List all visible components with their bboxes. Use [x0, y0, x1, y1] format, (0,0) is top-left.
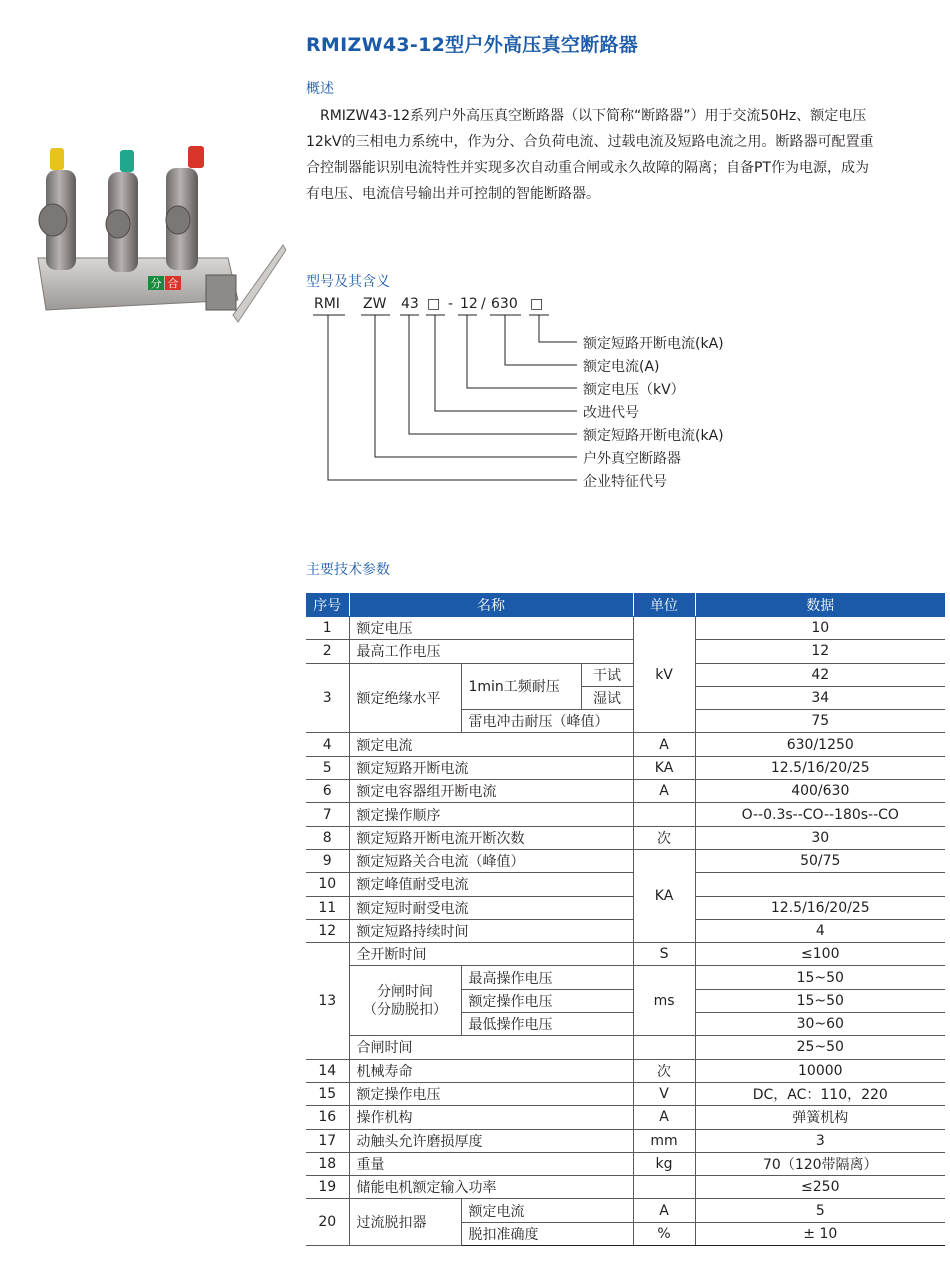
row-subname: 1min工频耐压 — [461, 663, 581, 710]
row-no: 5 — [306, 756, 349, 779]
row-name: 额定操作电压 — [349, 1082, 633, 1105]
row-no: 2 — [306, 640, 349, 663]
row-value: ≤100 — [695, 943, 945, 966]
row-unit: KA — [633, 849, 695, 942]
row-value: 15~50 — [695, 989, 945, 1012]
overview-line: 12kV的三相电力系统中，作为分、合负荷电流、过载电流及短路电流之用。断路器可配置重 — [306, 134, 874, 150]
code-part: □ — [530, 296, 544, 312]
model-code-diagram — [0, 0, 950, 500]
row-no: 16 — [306, 1106, 349, 1129]
params-table — [306, 593, 945, 1246]
header-value: 数据 — [695, 593, 945, 617]
code-part: - — [448, 296, 454, 312]
header-unit: 单位 — [633, 593, 695, 617]
row-name: 动触头允许磨损厚度 — [349, 1129, 633, 1152]
table-row — [306, 849, 945, 872]
row-subname: 雷电冲击耐压（峰值） — [461, 710, 633, 733]
row-no: 6 — [306, 780, 349, 803]
row-subname: 湿试 — [581, 686, 633, 709]
row-value: DC，AC：110，220 — [695, 1082, 945, 1105]
row-name: 额定绝缘水平 — [349, 663, 461, 733]
row-unit: V — [633, 1082, 695, 1105]
row-name: 全开断时间 — [349, 943, 633, 966]
row-name: 额定短路持续时间 — [349, 919, 633, 942]
row-unit: A — [633, 1199, 695, 1222]
row-name: 额定操作顺序 — [349, 803, 633, 826]
row-value: 50/75 — [695, 849, 945, 872]
row-value: 30~60 — [695, 1013, 945, 1036]
row-name: 合闸时间 — [349, 1036, 633, 1059]
row-unit: 次 — [633, 826, 695, 849]
split-time-note: （分励脱扣） — [363, 1001, 447, 1018]
row-subname: 脱扣准确度 — [461, 1222, 633, 1245]
table-header-row — [306, 593, 945, 617]
row-value: ± 10 — [695, 1222, 945, 1245]
table-row — [306, 617, 945, 640]
code-part: ZW — [363, 296, 387, 312]
row-no: 9 — [306, 849, 349, 872]
row-name: 额定峰值耐受电流 — [349, 873, 633, 896]
row-name: 额定电流 — [349, 733, 633, 756]
row-subname: 最高操作电压 — [461, 966, 633, 989]
row-name: 机械寿命 — [349, 1059, 633, 1082]
row-value: 3 — [695, 1129, 945, 1152]
row-value: 4 — [695, 919, 945, 942]
row-unit: KA — [633, 756, 695, 779]
row-name: 最高工作电压 — [349, 640, 633, 663]
row-name: 额定电容器组开断电流 — [349, 780, 633, 803]
row-name: 额定电压 — [349, 617, 633, 640]
row-value: 10000 — [695, 1059, 945, 1082]
meaning-item: 额定短路开断电流(kA) — [583, 336, 724, 352]
row-value — [695, 873, 945, 896]
code-part: RMI — [314, 296, 340, 312]
row-name: 额定短时耐受电流 — [349, 896, 633, 919]
table-row — [306, 663, 945, 686]
table-row — [306, 873, 945, 896]
code-part: 43 — [401, 296, 419, 312]
model-heading: 型号及其含义 — [306, 274, 390, 290]
table-row — [306, 919, 945, 942]
split-time-label: 分闸时间 — [377, 983, 433, 1000]
row-name: 过流脱扣器 — [349, 1199, 461, 1246]
code-part: 630 — [491, 296, 518, 312]
row-no: 1 — [306, 617, 349, 640]
row-unit: A — [633, 780, 695, 803]
row-value: 15~50 — [695, 966, 945, 989]
row-value: 12 — [695, 640, 945, 663]
table-row — [306, 1082, 945, 1105]
table-row — [306, 1059, 945, 1082]
row-no: 7 — [306, 803, 349, 826]
page-title: RMIZW43-12型户外高压真空断路器 — [306, 34, 639, 56]
header-name: 名称 — [349, 593, 633, 617]
row-no: 11 — [306, 896, 349, 919]
table-row — [306, 1106, 945, 1129]
row-unit: kg — [633, 1152, 695, 1175]
table-row — [306, 803, 945, 826]
params-heading: 主要技术参数 — [306, 562, 390, 578]
row-value: 630/1250 — [695, 733, 945, 756]
row-value: 5 — [695, 1199, 945, 1222]
row-value: 10 — [695, 617, 945, 640]
row-value: 34 — [695, 686, 945, 709]
header-no: 序号 — [306, 593, 349, 617]
table-row — [306, 1199, 945, 1222]
close-label: 合 — [167, 277, 179, 290]
row-subname: 额定操作电压 — [461, 989, 633, 1012]
row-unit: A — [633, 733, 695, 756]
row-unit — [633, 1176, 695, 1199]
row-no: 17 — [306, 1129, 349, 1152]
row-name: 额定短路开断电流 — [349, 756, 633, 779]
row-unit: ms — [633, 966, 695, 1036]
row-value: 42 — [695, 663, 945, 686]
code-part: □ — [427, 296, 441, 312]
row-name — [349, 966, 461, 1036]
row-name: 额定短路关合电流（峰值） — [349, 849, 633, 872]
row-name: 储能电机额定输入功率 — [349, 1176, 633, 1199]
row-no: 15 — [306, 1082, 349, 1105]
row-value: 弹簧机构 — [695, 1106, 945, 1129]
table-row — [306, 1176, 945, 1199]
table-row — [306, 640, 945, 663]
row-name: 额定短路开断电流开断次数 — [349, 826, 633, 849]
meaning-item: 额定电流(A) — [583, 359, 660, 375]
row-value: 70（120带隔离） — [695, 1152, 945, 1175]
meaning-item: 企业特征代号 — [583, 474, 667, 490]
meaning-item: 额定电压（kV） — [583, 382, 685, 398]
meaning-item: 额定短路开断电流(kA) — [583, 428, 724, 444]
row-no: 12 — [306, 919, 349, 942]
row-value: 400/630 — [695, 780, 945, 803]
row-unit — [633, 803, 695, 826]
row-value: O--0.3s--CO--180s--CO — [695, 803, 945, 826]
code-part: / — [481, 296, 486, 312]
row-value: 12.5/16/20/25 — [695, 896, 945, 919]
table-row — [306, 966, 945, 989]
row-no: 4 — [306, 733, 349, 756]
row-name: 重量 — [349, 1152, 633, 1175]
row-no: 18 — [306, 1152, 349, 1175]
row-unit — [633, 1036, 695, 1059]
row-unit: A — [633, 1106, 695, 1129]
row-unit: 次 — [633, 1059, 695, 1082]
row-no: 14 — [306, 1059, 349, 1082]
overview-line: 合控制器能识别电流特性并实现多次自动重合闸或永久故障的隔离；自备PT作为电源，成为 — [306, 160, 869, 176]
row-no: 8 — [306, 826, 349, 849]
table-row — [306, 896, 945, 919]
table-row — [306, 943, 945, 966]
row-unit: S — [633, 943, 695, 966]
row-value: 75 — [695, 710, 945, 733]
overview-line: 有电压、电流信号输出并可控制的智能断路器。 — [306, 186, 600, 202]
row-no: 3 — [306, 663, 349, 733]
row-subname: 干试 — [581, 663, 633, 686]
table-row — [306, 1152, 945, 1175]
row-no: 13 — [306, 943, 349, 1059]
row-value: 12.5/16/20/25 — [695, 756, 945, 779]
row-unit: kV — [633, 617, 695, 733]
overview-line: RMIZW43-12系列户外高压真空断路器（以下简称“断路器”）用于交流50Hz、额定电压 — [306, 108, 867, 124]
row-subname: 最低操作电压 — [461, 1013, 633, 1036]
row-unit: mm — [633, 1129, 695, 1152]
meaning-item: 户外真空断路器 — [583, 451, 681, 467]
row-value: 25~50 — [695, 1036, 945, 1059]
row-no: 19 — [306, 1176, 349, 1199]
meaning-item: 改进代号 — [583, 405, 639, 421]
row-value: 30 — [695, 826, 945, 849]
table-row — [306, 1036, 945, 1059]
row-subname: 额定电流 — [461, 1199, 633, 1222]
table-row — [306, 1129, 945, 1152]
code-part: 12 — [460, 296, 478, 312]
row-unit: % — [633, 1222, 695, 1245]
row-no: 20 — [306, 1199, 349, 1246]
overview-heading: 概述 — [306, 81, 334, 97]
row-value: ≤250 — [695, 1176, 945, 1199]
row-name: 操作机构 — [349, 1106, 633, 1129]
split-label: 分 — [150, 277, 162, 290]
row-no: 10 — [306, 873, 349, 896]
table-row — [306, 756, 945, 779]
table-row — [306, 733, 945, 756]
table-row — [306, 826, 945, 849]
table-row — [306, 780, 945, 803]
